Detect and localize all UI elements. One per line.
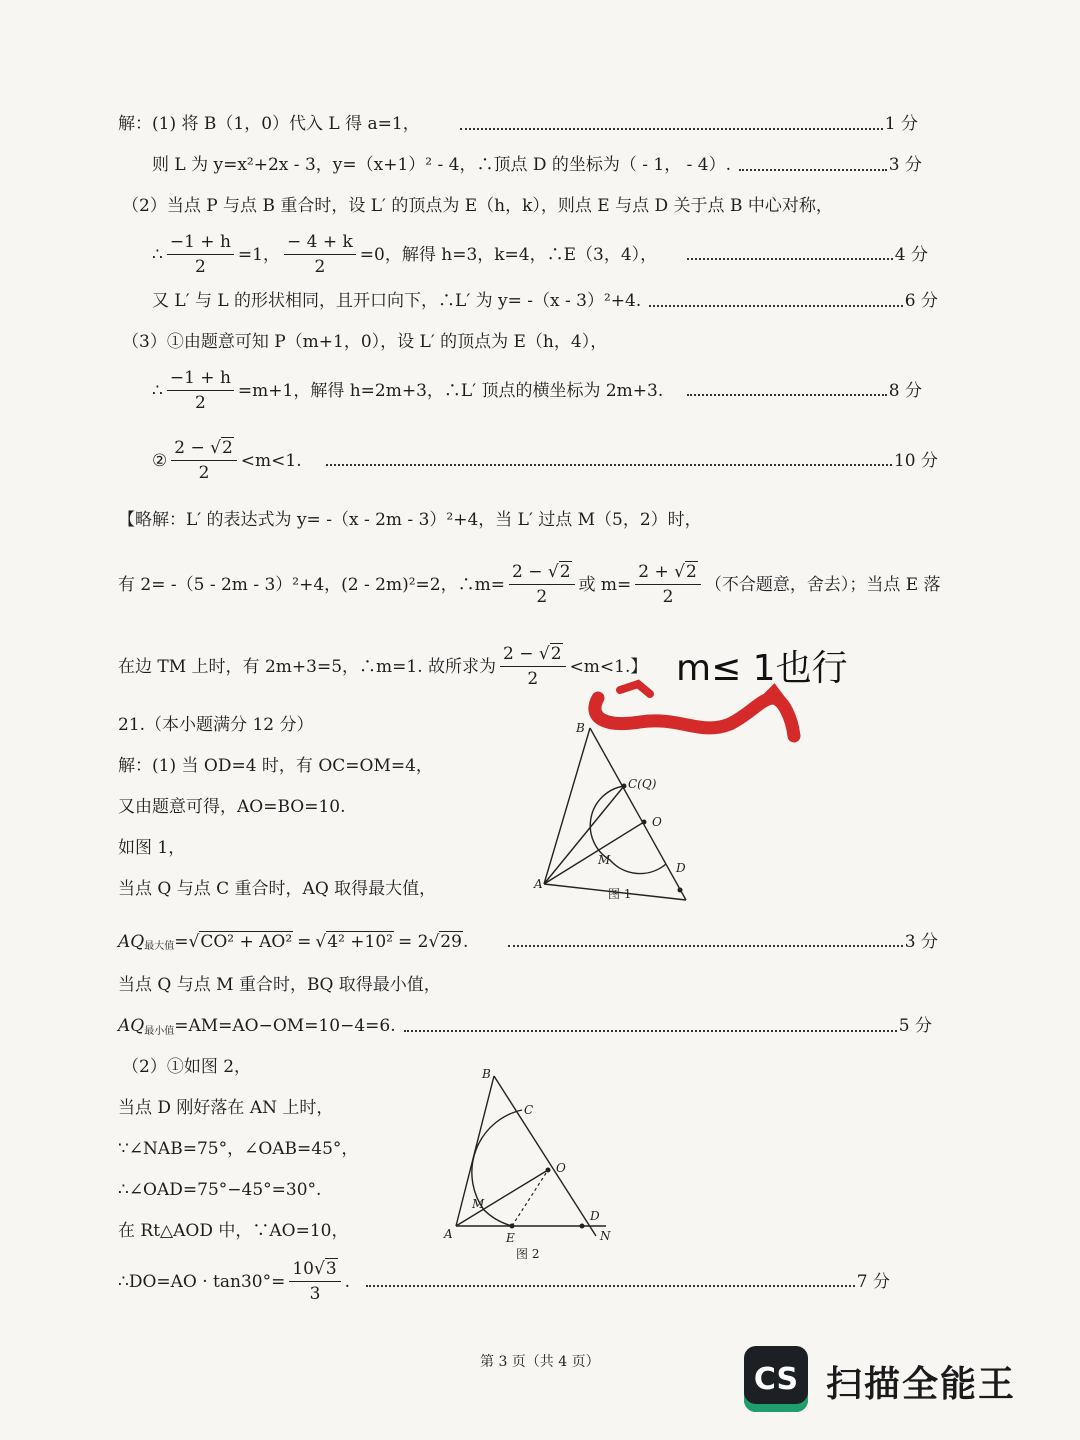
score-points: 3 分 [904,931,938,952]
aq-subscript: 最小值 [144,1025,175,1037]
equation-text: =1， [237,244,280,265]
line-text: 当点 Q 与点 C 重合时，AQ 取得最大值， [118,879,437,899]
line-8 [152,438,938,484]
line-16 [118,881,436,898]
score-points: 6 分 [904,291,938,311]
equation-text: . [344,1271,351,1292]
denominator: 2 [194,393,206,413]
line-10 [118,560,941,610]
label-c: C(Q) [628,777,657,791]
line-ac [544,786,624,884]
label-o: O [556,1161,566,1175]
figure-2-caption: 图 2 [516,1247,540,1261]
denominator: 2 [314,257,326,277]
radicand: CO² + AO² [200,931,293,952]
denominator: 2 [194,257,206,277]
radicand: 3 [325,1259,337,1279]
radicand: 2 [221,438,233,458]
fraction [167,234,234,276]
circled-two: ② [152,450,168,471]
line-text: （2）当点 P 与点 B 重合时，设 L′ 的顶点为 E（h，k），则点 E 与点 D 关于点 B 中心对称， [122,196,833,216]
line-text: 21.（本小题满分 12 分） [118,715,314,735]
fraction [289,1261,340,1303]
line-5 [152,293,938,310]
leader-dots [687,394,887,396]
label-a: A [444,1227,453,1241]
line-text: 又 L′ 与 L 的形状相同，且开口向下，∴L′ 为 y= -（x - 3）²+4. [152,291,642,311]
equation-text: . [462,931,469,952]
numerator: 2 + √2 [635,564,701,585]
numerator: −1 + h [167,370,234,391]
equation-text: <m<1.】 [569,656,648,677]
line-1 [118,116,918,133]
line-text: 又由题意可得，AO=BO=10. [118,797,346,817]
score-points: 1 分 [884,114,918,134]
line-7 [152,368,922,414]
numerator: 2 − √2 [500,646,566,667]
therefore-sign: ∴ [152,380,163,401]
line-eo [512,1170,548,1226]
score-points: 8 分 [888,380,922,401]
line-25 [118,1258,890,1306]
score-points: 5 分 [898,1016,932,1036]
numerator: 10√3 [289,1261,340,1282]
page-footer: 第 3 页（共 4 页） [480,1354,600,1370]
equation-text: 有 2= -（5 - 2m - 3）²+4，(2 - 2m)²=2，∴m= [118,574,505,595]
leader-dots [508,945,902,947]
label-n: N [600,1229,611,1243]
denominator: 2 [527,669,539,689]
line-22 [118,1141,358,1158]
radical: √29 [428,931,462,952]
camscanner-brand-text: 扫描全能王 [826,1364,1017,1405]
radicand: 2 [686,562,697,582]
denominator: 2 [198,463,210,483]
denominator: 2 [536,587,548,607]
leader-dots [326,464,892,466]
numerator: 2 − √2 [171,440,237,461]
line-12 [118,717,313,734]
aq-subscript: 最大值 [144,941,175,952]
line-19 [118,1018,932,1035]
line-text: ∴∠OAD=75°−45°=30°. [118,1180,322,1200]
line-14 [118,799,345,816]
leader-dots [366,1285,855,1287]
equation-text: =AM=AO−OM=10−4=6. [174,1016,396,1036]
fraction [284,234,356,276]
equation-text: （不合题意，舍去）；当点 E 落 [704,574,941,595]
equation-text: =0，解得 h=3，k=4，∴E（3，4）， [359,244,658,265]
score-points: 7 分 [856,1271,890,1292]
line-17 [118,926,938,958]
line-bn [494,1076,596,1236]
label-m: M [598,853,611,867]
radical: √CO² + AO² [188,931,293,952]
line-20 [122,1059,251,1076]
aq-symbol: AQ [118,931,145,952]
line-text: 【略解：L′ 的表达式为 y= -（x - 2m - 3）²+4，当 L′ 过点 M（5，2）时， [118,510,702,530]
line-text: 当点 D 刚好落在 AN 上时， [118,1098,334,1118]
equation-text: <m<1. [240,450,302,471]
figure-2 [436,1064,626,1268]
line-text: 解：(1) 当 OD=4 时，有 OC=OM=4， [118,756,433,776]
label-b: B [576,721,585,735]
score-points: 4 分 [894,244,928,265]
numerator: −1 + h [167,234,234,255]
leader-dots [404,1030,897,1032]
equation-text: =m+1，解得 h=2m+3，∴L′ 顶点的横坐标为 2m+3. [237,380,664,401]
line-text: 当点 Q 与点 M 重合时，BQ 取得最小值， [118,975,441,995]
numerator: 2 − √2 [509,564,575,585]
line-9 [118,512,702,529]
aq-symbol: AQ [118,1016,145,1036]
score-points: 10 分 [893,450,938,471]
line-11 [118,642,647,692]
camscanner-logo-text: CS [753,1361,799,1397]
camscanner-logo [744,1346,808,1412]
fraction [500,646,566,688]
line-text: （3）①由题意可知 P（m+1，0），设 L′ 的顶点为 E（h，4）， [122,332,608,352]
line-6 [122,334,607,351]
line-ab [544,728,590,884]
figure-1 [520,718,700,912]
label-o: O [652,815,662,829]
line-18 [118,977,441,994]
label-m: M [472,1197,485,1211]
handwritten-note: m≤ 1也行 [676,648,848,689]
line-text: ∵∠NAB=75°，∠OAB=45°， [118,1139,359,1159]
label-d: D [676,861,686,875]
line-text: 如图 1， [118,838,186,858]
numerator: − 4 + k [284,234,356,255]
equation-text: = [297,931,312,952]
line-3 [122,198,833,215]
equation-text: = [174,931,189,952]
therefore-sign: ∴ [152,244,163,265]
equation-text: ∴DO=AO · tan30°= [118,1271,286,1292]
label-a: A [534,877,543,891]
fraction [167,370,234,412]
leader-dots [687,258,893,260]
line-text: 解：(1) 将 B（1，0）代入 L 得 a=1， [118,114,420,134]
equation-text: 或 m= [578,574,632,595]
line-ao [456,1170,548,1226]
fraction [171,440,237,482]
leader-dots [460,128,883,130]
fraction [635,564,701,606]
denominator: 2 [662,587,674,607]
line-4 [152,232,928,278]
fraction [509,564,575,606]
line-23 [118,1182,321,1199]
score-points: 3 分 [888,155,922,175]
label-e: E [506,1231,515,1245]
line-text: （2）①如图 2， [122,1057,252,1077]
radicand: 2 [559,562,571,582]
line-text: 在 Rt△AOD 中，∵AO=10， [118,1221,349,1241]
radicand: 29 [440,931,462,952]
denominator: 3 [309,1284,321,1304]
radicand: 2 [550,644,562,664]
line-15 [118,840,185,857]
line-24 [118,1223,348,1240]
figure-1-caption: 图 1 [608,887,632,901]
label-c: C [524,1103,534,1117]
label-d: D [590,1209,600,1223]
equation-text: = 2 [397,931,429,952]
line-text: 则 L 为 y=x²+2x - 3，y=（x+1）² - 4，∴顶点 D 的坐标为（ - 1， - 4）. [152,155,732,175]
equation-text: 在边 TM 上时，有 2m+3=5，∴m=1. 故所求为 [118,656,497,677]
line-13 [118,758,433,775]
leader-dots [739,169,887,171]
line-21 [118,1100,333,1117]
radical: √4² +10² [315,931,393,952]
radicand: 4² +10² [327,931,393,952]
leader-dots [649,305,903,307]
label-b: B [482,1067,491,1081]
line-2 [152,157,922,174]
